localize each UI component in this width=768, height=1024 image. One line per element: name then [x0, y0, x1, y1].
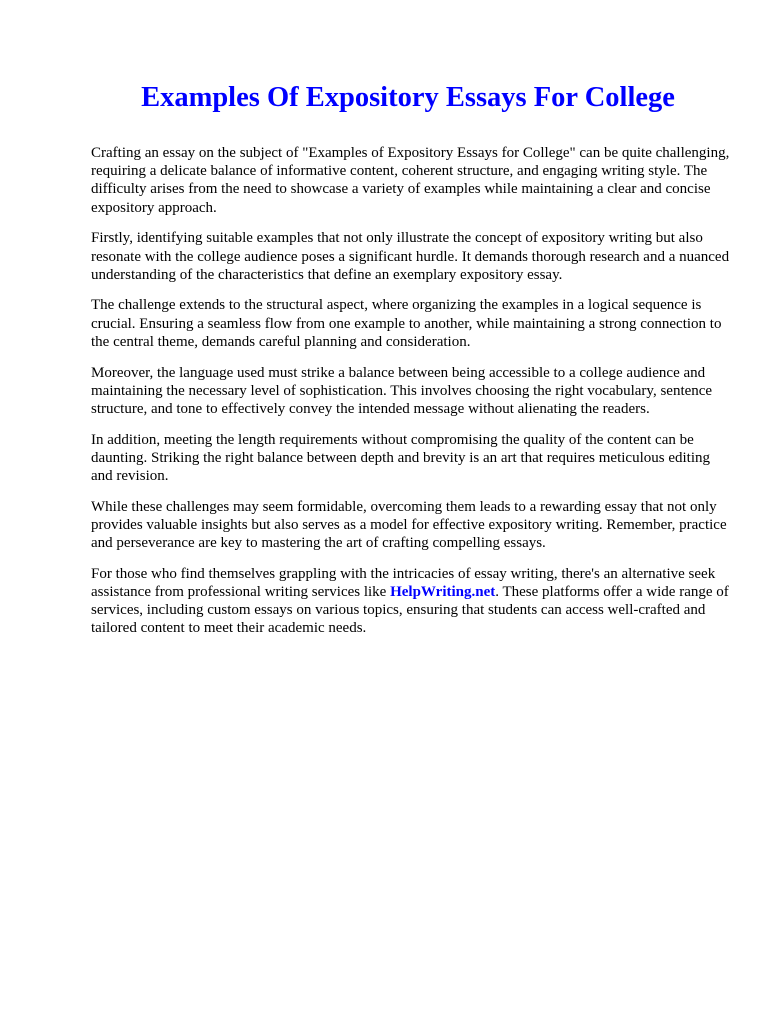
- paragraph-challenges: While these challenges may seem formidable, overcoming them leads to a rewarding essay that not only provides valuable insights but also serves as a model for effective expository writing. Remember, practice and perseverance are key to mastering the art of crafting compelling essays.: [91, 498, 727, 552]
- page-title: Examples Of Expository Essays For College: [141, 82, 675, 113]
- paragraph-intro: Crafting an essay on the subject of "Examples of Expository Essays for College" can be quite challenging, requiring a delicate balance of informative content, coherent structure, and engaging writing style. The difficulty arises from the need to showcase a variety of examples while maintaining a clear and concise expository approach.: [91, 145, 730, 216]
- assistance-text-before: For those who find themselves grappling with the intricacies of essay writing, there's an alternative seek assistance from professional writing services like: [91, 565, 716, 601]
- paragraph-language: Moreover, the language used must strike a balance between being accessible to a college audience and maintaining the necessary level of sophistication. This involves choosing the right vocabulary, sentence structure, and tone to effectively convey the intended message without alienating the readers.: [91, 364, 713, 417]
- assistance-text-after: . These platforms offer a wide range of services, including custom essays on various topics, ensuring that students can access well-crafted and tailored content to meet their academic needs.: [91, 584, 729, 637]
- paragraph-assistance: [91, 565, 731, 638]
- paragraph-examples: Firstly, identifying suitable examples that not only illustrate the concept of expository writing but also resonate with the college audience poses a significant hurdle. It demands thorough research and a nuanced understanding of the characteristics that define an exemplary expository essay.: [91, 230, 730, 283]
- document-body: [91, 144, 731, 650]
- paragraph-structure: The challenge extends to the structural aspect, where organizing the examples in a logical sequence is crucial. Ensuring a seamless flow from one example to another, while maintaining a strong connection to the central theme, demands careful planning and consideration.: [91, 297, 722, 350]
- helpwriting-link[interactable]: HelpWriting.net: [390, 584, 496, 601]
- paragraph-length: In addition, meeting the length requirements without compromising the quality of the content can be daunting. Striking the right balance between depth and brevity is an art that requires meticulous editing and revision.: [91, 431, 710, 485]
